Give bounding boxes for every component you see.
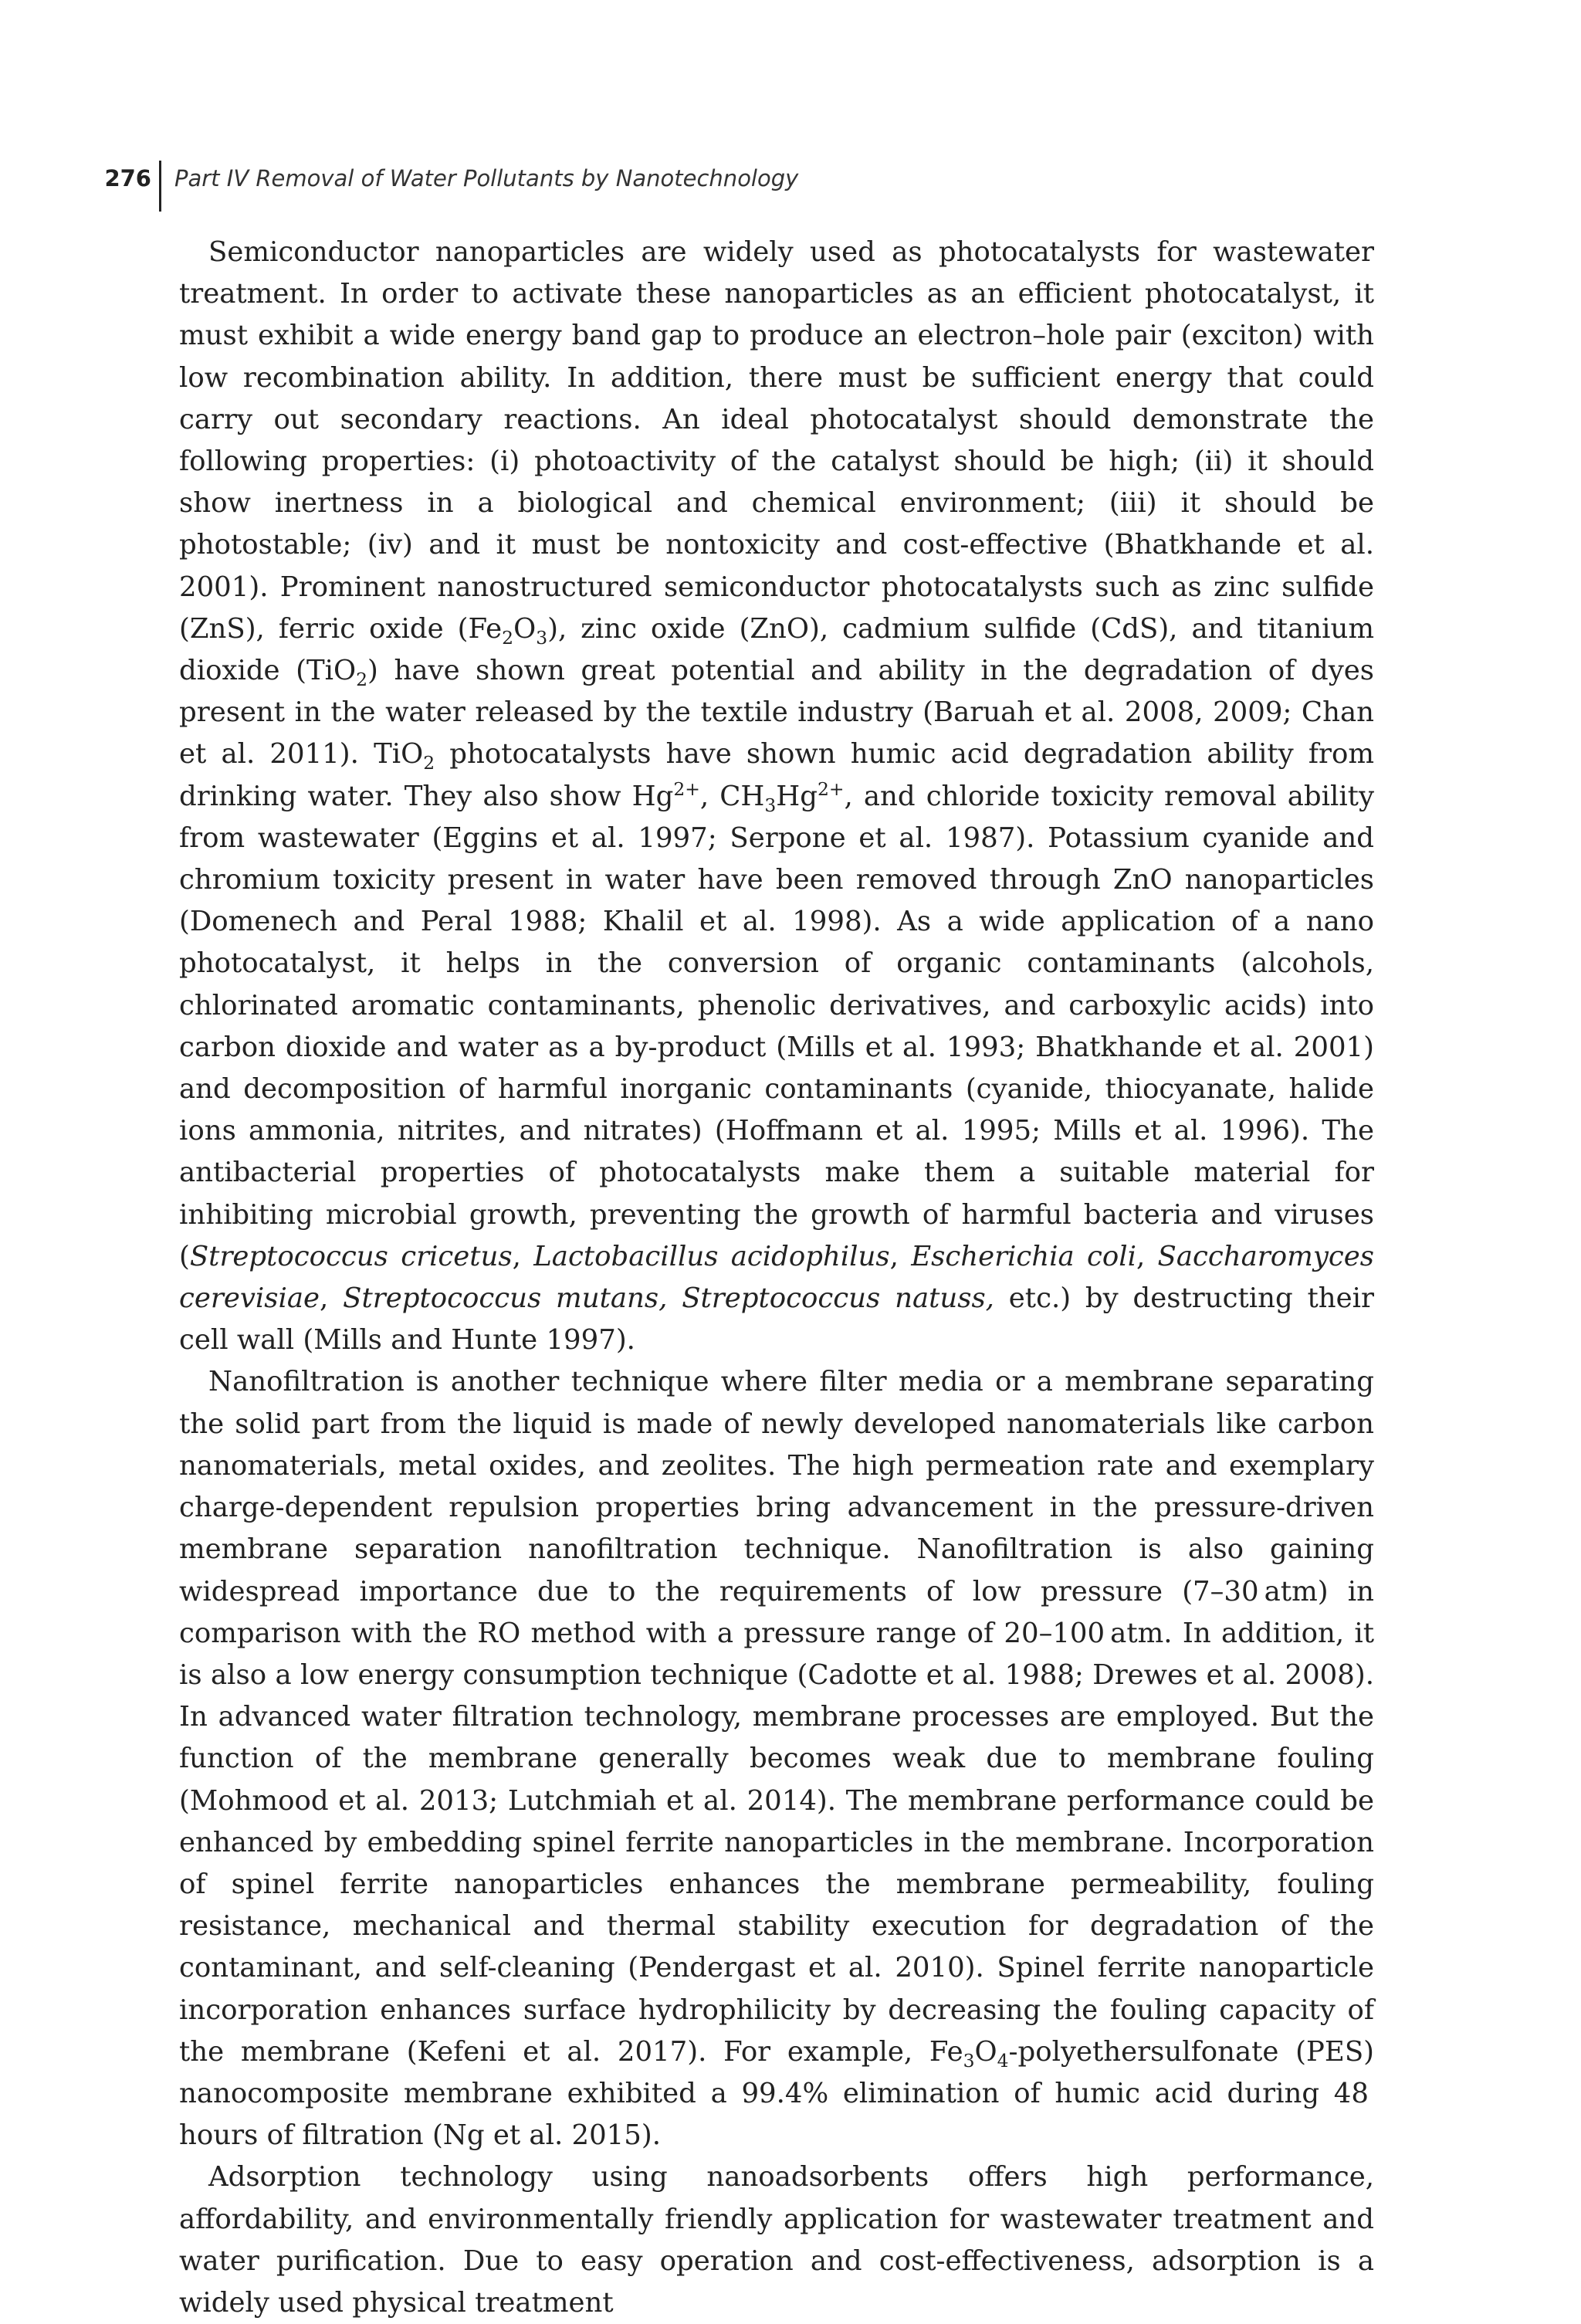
species-name: Streptococcus mutans, Streptococcus natuss, (343, 1282, 994, 1315)
body-text (179, 232, 1374, 2324)
subscript: 4 (997, 2049, 1009, 2072)
paragraph-nanofiltration (179, 1361, 1374, 2156)
subscript: 3 (536, 626, 548, 649)
text-run: , (320, 1282, 344, 1315)
page-number: 276 (104, 165, 151, 191)
subscript: 2 (423, 752, 435, 774)
text-run: , (1136, 1240, 1158, 1272)
header-divider (159, 161, 161, 212)
species-name: Lactobacillus acidophilus (533, 1240, 890, 1272)
text-run: Hg (776, 780, 818, 812)
text-run: , and chloride toxicity removal ability from wastewater (Eggins et al. 1997; Serpone et al. 1987). Potassium cyanide and chromium toxicity present in water have been removed through ZnO nanoparticles (Domenech and Peral 1988; Khalil et al. 1998). As a wide application of a nano photocatalyst, it helps in the conversion of organic contaminants (alcohols, chlorinated aromatic contaminants, phenolic derivatives, and carboxylic acids) into carbon dioxide and water as a by-product (Mills et al. 1993; Bhatkhande et al. 2001) and decomposition of harmful inorganic contaminants (cyanide, thiocyanate, halide ions ammonia, nitrites, and nitrates) (Hoffmann et al. 1995; Mills et al. 1996). The antibacterial properties of photocatalysts make them a suitable material for inhibiting microbial growth, preventing the growth of harmful bacteria and viruses ( (179, 780, 1374, 1272)
paragraph-adsorption (179, 2156, 1374, 2324)
subscript: 3 (764, 794, 777, 816)
species-name: Escherichia coli (911, 1240, 1136, 1272)
species-name: Saccharomyces cerevisiae (179, 1240, 1374, 1315)
text-run: ), zinc oxide (ZnO), cadmium sulfide (CdS), and titanium dioxide (TiO (179, 612, 1374, 687)
running-title: Part IV Removal of Water Pollutants by Nanotechnology (174, 165, 799, 191)
subscript: 2 (356, 669, 368, 691)
text-run: , CH (699, 780, 765, 812)
superscript: 2+ (817, 777, 845, 800)
text-run: O (974, 2035, 997, 2068)
text-run: photocatalysts have shown humic acid degradation ability from drinking water. They also show Hg (179, 738, 1374, 812)
species-name: Streptococcus cricetus (189, 1240, 513, 1272)
text-run: ) have shown great potential and ability in the degradation of dyes present in the water released by the textile industry (Baruah et al. 2008, 2009; Chan et al. 2011). TiO (179, 655, 1374, 771)
paragraph-photocatalysts (179, 232, 1374, 1361)
text-run: Nanofiltration is another technique where filter media or a membrane separating the solid part from the liquid is made of newly developed nanomaterials like carbon nanomaterials, metal oxides, and zeolites. The high permeation rate and exemplary charge-dependent repulsion properties bring advancement in the pressure-driven membrane separation nanofiltration technique. Nanofiltration is also gaining widespread importance due to the requirements of low pressure (7–30 atm) in comparison with the RO method with a pressure range of 20–100 atm. In addition, it is also a low energy consumption technique (Cadotte et al. 1988; Drewes et al. 2008). In advanced water filtration technology, membrane processes are employed. But the function of the membrane generally becomes weak due to membrane fouling (Mohmood et al. 2013; Lutchmiah et al. 2014). The membrane performance could be enhanced by embedding spinel ferrite nanoparticles in the membrane. Incorporation of spinel ferrite nanoparticles enhances the membrane permeability, fouling resistance, mechanical and thermal stability execution for degradation of the contaminant, and self-cleaning (Pendergast et al. 2010). Spinel ferrite nanoparticle incorporation enhances surface hydrophilicity by decreasing the fouling capacity of the membrane (Kefeni et al. 2017). For example, Fe (179, 1366, 1374, 2068)
text-run: , (889, 1240, 912, 1272)
text-run: Semiconductor nanoparticles are widely used as photocatalysts for wastewater treatment. In order to activate these nanoparticles as an efficient photocatalyst, it must exhibit a wide energy band gap to produce an electron–hole pair (exciton) with low recombination ability. In addition, there must be sufficient energy that could carry out secondary reactions. An ideal photocatalyst should demonstrate the following properties: (i) photoactivity of the catalyst should be high; (ii) it should show inertness in a biological and chemical environment; (iii) it should be photostable; (iv) and it must be nontoxicity and cost-effective (Bhatkhande et al. 2001). Prominent nanostructured semiconductor photocatalysts such as zinc sulfide (ZnS), ferric oxide (Fe (179, 236, 1374, 645)
subscript: 3 (963, 2049, 975, 2072)
subscript: 2 (502, 626, 514, 649)
text-run: , (512, 1240, 534, 1272)
text-run: Adsorption technology using nanoadsorbents offers high performance, affordability, and environmentally friendly application for wastewater treatment and water purification. Due to easy operation and cost-effectiveness, adsorption is a widely used physical treatment (179, 2161, 1374, 2319)
text-run: etc.) by destructing their cell wall (Mills and Hunte 1997). (179, 1282, 1374, 1357)
superscript: 2+ (673, 777, 700, 800)
text-run: -polyethersulfonate (PES) nanocomposite membrane exhibited a 99.4% elimination of humic acid during 48 hours of filtration (Ng et al. 2015). (179, 2035, 1374, 2152)
text-run: O (513, 612, 537, 645)
